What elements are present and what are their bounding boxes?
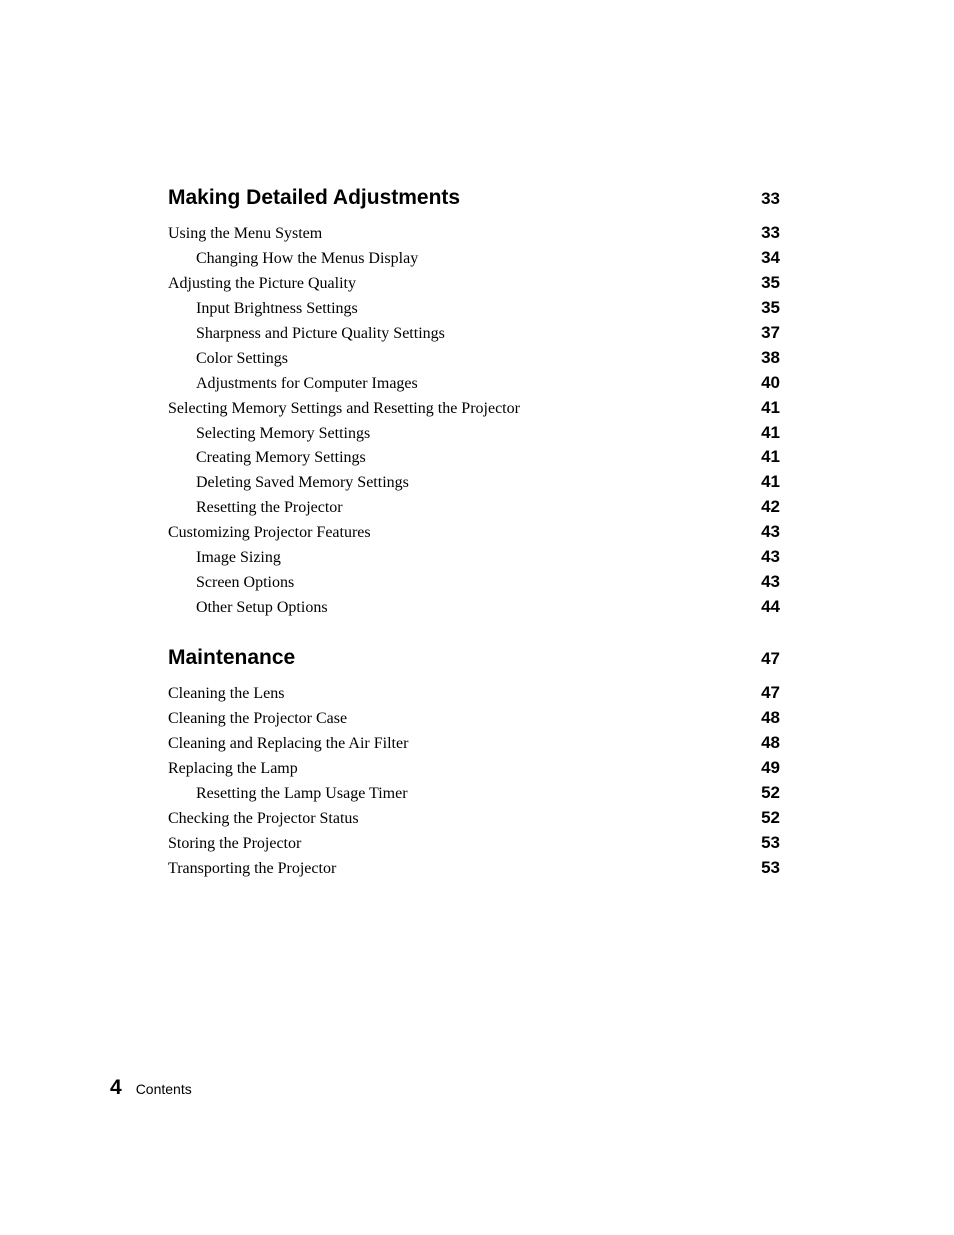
toc-entry[interactable] (168, 273, 780, 298)
entry-title: Input Brightness Settings (196, 299, 358, 317)
section-title: Making Detailed Adjustments (168, 186, 461, 209)
entry-page-number: 38 (761, 347, 780, 367)
entry-page-number: 48 (761, 732, 780, 752)
entry-title: Creating Memory Settings (196, 449, 366, 467)
entry-title: Replacing the Lamp (168, 759, 298, 777)
entry-page-number: 43 (761, 572, 780, 592)
toc-entry[interactable] (168, 248, 780, 273)
toc-section (168, 646, 780, 883)
toc-entry[interactable] (168, 323, 780, 348)
footer-label: Contents (135, 1081, 192, 1097)
toc-entry[interactable] (168, 833, 780, 858)
toc-entry[interactable] (168, 298, 780, 323)
entry-page-number: 43 (761, 547, 780, 567)
toc-entry[interactable] (168, 858, 780, 883)
toc-entry[interactable] (168, 783, 780, 808)
toc-entry[interactable] (168, 758, 780, 783)
entry-title: Image Sizing (196, 549, 281, 567)
entry-page-number: 52 (761, 807, 780, 827)
section-heading[interactable] (168, 646, 780, 680)
toc-entry[interactable] (168, 708, 780, 733)
toc-entry[interactable] (168, 497, 780, 522)
entry-title: Changing How the Menus Display (196, 249, 419, 267)
entry-title: Adjusting the Picture Quality (168, 274, 356, 292)
toc-entry[interactable] (168, 808, 780, 833)
entry-page-number: 37 (761, 322, 780, 342)
section-page-number: 33 (761, 189, 780, 208)
entry-page-number: 48 (761, 707, 780, 727)
entry-page-number: 49 (761, 757, 780, 777)
toc-entry[interactable] (168, 447, 780, 472)
entry-title: Customizing Projector Features (168, 524, 371, 542)
entry-title: Other Setup Options (196, 599, 328, 617)
toc-entry[interactable] (168, 522, 780, 547)
entry-title: Selecting Memory Settings and Resetting the Projector (168, 399, 520, 417)
entry-page-number: 53 (761, 832, 780, 852)
entry-title: Adjustments for Computer Images (196, 374, 418, 392)
entry-page-number: 42 (761, 497, 780, 517)
entry-page-number: 53 (761, 857, 780, 877)
section-page-number: 47 (761, 649, 780, 668)
entry-page-number: 35 (761, 297, 780, 317)
toc-entry[interactable] (168, 572, 780, 597)
toc-entry[interactable] (168, 423, 780, 448)
entry-page-number: 34 (761, 247, 780, 267)
entry-title: Cleaning the Lens (168, 685, 285, 702)
footer-page-number: 4 (110, 1076, 122, 1099)
entry-title: Resetting the Projector (196, 499, 343, 517)
table-of-contents (168, 186, 780, 907)
entry-title: Transporting the Projector (168, 859, 337, 877)
entry-title: Using the Menu System (168, 225, 323, 242)
entry-title: Color Settings (196, 349, 289, 367)
entry-page-number: 43 (761, 522, 780, 542)
toc-entry[interactable] (168, 348, 780, 373)
entry-page-number: 35 (761, 272, 780, 292)
entry-title: Cleaning the Projector Case (168, 709, 348, 727)
entry-title: Storing the Projector (168, 834, 302, 852)
toc-entry[interactable] (168, 398, 780, 423)
entry-title: Resetting the Lamp Usage Timer (196, 784, 408, 802)
entry-page-number: 33 (761, 223, 780, 242)
entry-title: Deleting Saved Memory Settings (196, 474, 409, 492)
toc-entry[interactable] (168, 597, 780, 622)
section-heading[interactable] (168, 186, 780, 220)
page-footer (110, 1076, 192, 1100)
entry-page-number: 52 (761, 782, 780, 802)
entry-page-number: 41 (761, 422, 780, 442)
section-title: Maintenance (168, 646, 296, 669)
entry-page-number: 44 (761, 597, 780, 617)
entry-page-number: 47 (761, 683, 780, 702)
toc-section (168, 186, 780, 622)
entry-title: Selecting Memory Settings (196, 424, 371, 442)
entry-title: Cleaning and Replacing the Air Filter (168, 734, 409, 752)
toc-entry[interactable] (168, 733, 780, 758)
entry-title: Checking the Projector Status (168, 809, 359, 827)
entry-page-number: 41 (761, 447, 780, 467)
toc-entry[interactable] (168, 547, 780, 572)
toc-entry[interactable] (168, 683, 780, 708)
toc-entry[interactable] (168, 223, 780, 248)
toc-entry[interactable] (168, 472, 780, 497)
entry-title: Sharpness and Picture Quality Settings (196, 324, 445, 342)
entry-page-number: 40 (761, 372, 780, 392)
toc-entry[interactable] (168, 373, 780, 398)
entry-page-number: 41 (761, 397, 780, 417)
entry-page-number: 41 (761, 472, 780, 492)
entry-title: Screen Options (196, 574, 295, 592)
